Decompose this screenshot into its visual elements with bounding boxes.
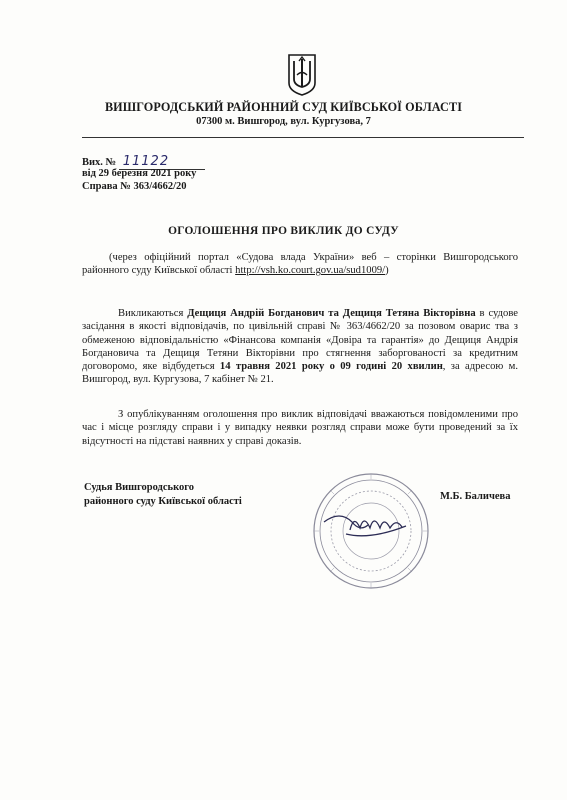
judge-name: М.Б. Баличева <box>440 491 511 502</box>
summons-address: , за адресою м. Вишгород, вул. Кургузова, 7 кабінет № 21. <box>82 361 518 386</box>
paragraph-portal-text: (через офіційний портал «Судова влада України» веб – сторінки Вишгородського районного суду Київської області <box>82 252 518 277</box>
paragraph-notice: З опублікуванням оголошення про виклик відповідачі вважаються повідомленими про час і місце розгляду справи і у випадку неявки розгляд справи може бути проведений за їх відсутності на підставі наявних у справі доказів. <box>82 409 518 447</box>
judge-position-line1: Судья Вишгородського <box>84 482 194 493</box>
defendant-names: Дещиця Андрій Богданович та Дещиця Тетяна Вікторівна <box>187 308 476 319</box>
court-name: ВИШГОРОДСЬКИЙ РАЙОННИЙ СУД КИЇВСЬКОЇ ОБЛАСТІ <box>104 100 463 114</box>
case-number: Справа № 363/4662/20 <box>82 181 187 192</box>
judge-position-line2: районного суду Київської області <box>84 496 242 507</box>
paragraph-portal <box>82 251 518 278</box>
court-website-link[interactable]: http://vsh.ko.court.gov.ua/sud1009/ <box>235 265 386 277</box>
outgoing-label: Вих. № <box>82 157 117 168</box>
paragraph-summons <box>82 307 518 387</box>
round-seal-icon <box>310 470 432 592</box>
header-divider <box>82 137 524 138</box>
summons-body: в судове засідання в якості відповідачів, по цивільній справі № 363/4662/20 за позовом оварис тва з обмеженою відповідальністю «Фінансова компанія «Довіра та гарантія» до Дещиця Андрія Богдановича та Дещиця Тетяни Вікторівни про стягнення заборгованості за кредитним договоромо, яке відбудеться <box>82 308 518 373</box>
document-date: від 29 березня 2021 року <box>82 168 197 179</box>
document-title: ОГОЛОШЕННЯ ПРО ВИКЛИК ДО СУДУ <box>168 225 399 237</box>
outgoing-number: 11122 <box>119 154 205 170</box>
coat-of-arms-trident-icon <box>286 53 318 97</box>
judge-position <box>84 481 242 509</box>
hearing-datetime: 14 травня 2021 року о 09 годині 20 хвилин <box>219 361 443 373</box>
handwritten-signature-icon <box>324 516 406 536</box>
summons-lead: Викликаються <box>118 308 188 319</box>
court-address: 07300 м. Вишгород, вул. Кургузова, 7 <box>196 116 371 127</box>
paragraph-portal-end: ) <box>385 265 389 277</box>
